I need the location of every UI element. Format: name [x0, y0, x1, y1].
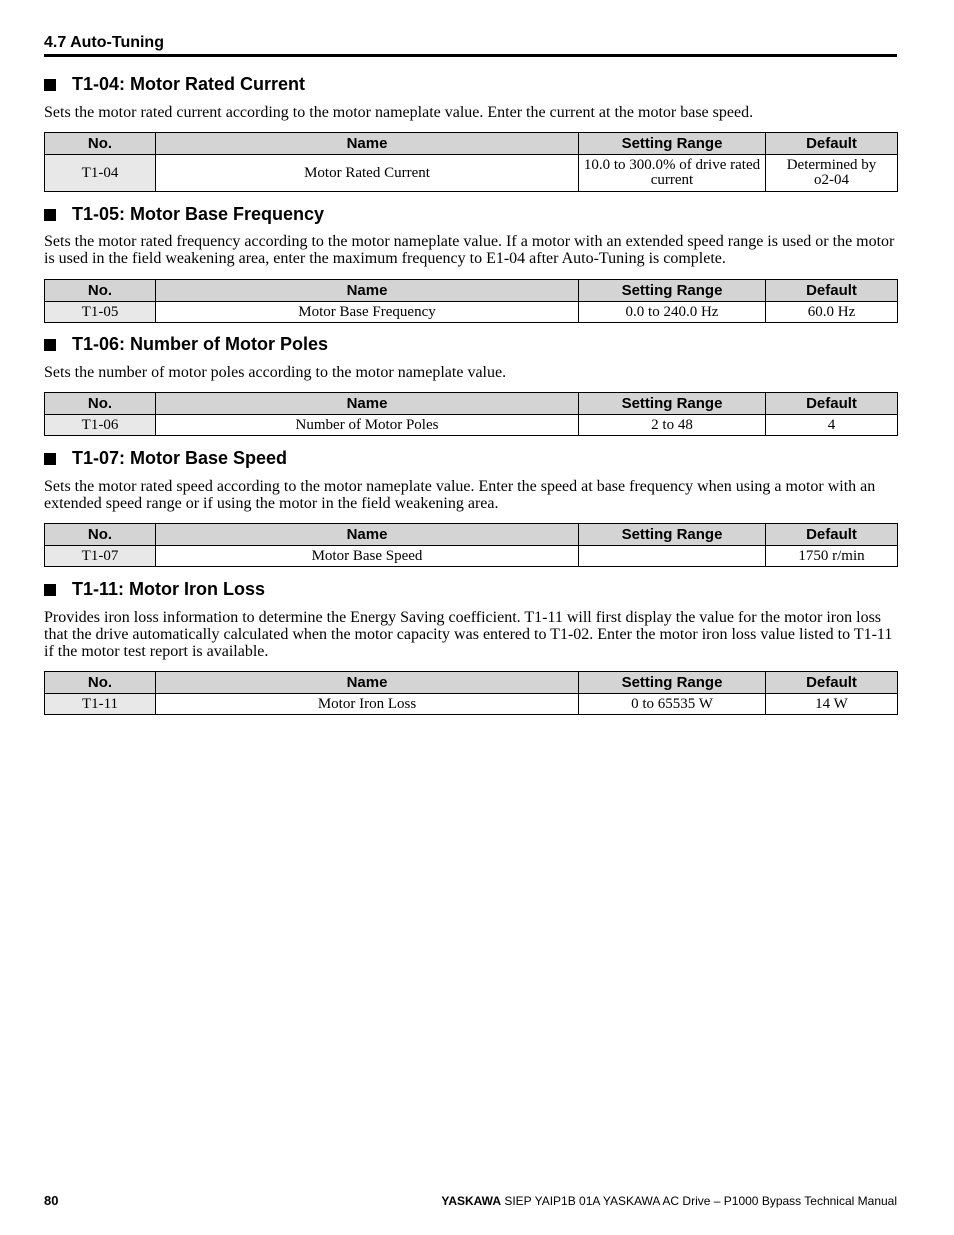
page-number: 80: [44, 1193, 59, 1208]
section-heading-text: T1-04: Motor Rated Current: [72, 74, 306, 94]
section-heading-t1-07: [44, 448, 287, 469]
cell-name: Motor Base Speed: [156, 546, 579, 567]
cell-default: 1750 r/min: [766, 546, 898, 567]
col-header-no: No.: [45, 133, 156, 155]
col-header-default: Default: [766, 524, 898, 546]
col-header-name: Name: [156, 672, 579, 694]
section-heading-t1-05: [44, 204, 324, 225]
section-heading-t1-04: [44, 74, 305, 95]
header-rule: [44, 54, 897, 57]
cell-range: [579, 546, 766, 567]
square-bullet-icon: [44, 209, 56, 221]
col-header-range: Setting Range: [579, 524, 766, 546]
col-header-no: No.: [45, 672, 156, 694]
cell-no: T1-07: [45, 546, 156, 567]
cell-no: T1-04: [45, 155, 156, 192]
col-header-range: Setting Range: [579, 393, 766, 415]
section-heading-t1-06: [44, 334, 328, 355]
col-header-no: No.: [45, 280, 156, 302]
col-header-default: Default: [766, 133, 898, 155]
table-header-row: [45, 524, 898, 546]
section-heading-t1-11: [44, 579, 265, 600]
col-header-default: Default: [766, 393, 898, 415]
square-bullet-icon: [44, 339, 56, 351]
section-description: Sets the motor rated frequency according to the motor nameplate value. If a motor with an extended speed range is used or the motor is used in the field weakening area, enter the maximum frequency to E1-04 after Auto-Tuning is complete.: [44, 233, 895, 267]
footer-manual-text: SIEP YAIP1B 01A YASKAWA AC Drive – P1000 Bypass Technical Manual: [501, 1194, 897, 1208]
table-header-row: [45, 280, 898, 302]
cell-name: Motor Rated Current: [156, 155, 579, 192]
header-section-title: 4.7 Auto-Tuning: [44, 34, 164, 51]
table-row: [45, 302, 898, 323]
cell-default: 60.0 Hz: [766, 302, 898, 323]
cell-name: Motor Iron Loss: [156, 694, 579, 715]
section-description: Sets the number of motor poles according to the motor nameplate value.: [44, 364, 507, 381]
section-description: Sets the motor rated speed according to the motor nameplate value. Enter the speed at base frequency when using a motor with an extended speed range or if using the motor in the field weakening area.: [44, 478, 876, 512]
cell-name: Number of Motor Poles: [156, 415, 579, 436]
col-header-default: Default: [766, 280, 898, 302]
parameter-table-t1-04: [44, 132, 898, 192]
cell-range: 2 to 48: [579, 415, 766, 436]
col-header-no: No.: [45, 524, 156, 546]
cell-range: 0.0 to 240.0 Hz: [579, 302, 766, 323]
cell-name: Motor Base Frequency: [156, 302, 579, 323]
table-row: [45, 155, 898, 192]
parameter-table-t1-06: [44, 392, 898, 436]
square-bullet-icon: [44, 584, 56, 596]
col-header-name: Name: [156, 524, 579, 546]
cell-no: T1-06: [45, 415, 156, 436]
table-row: [45, 415, 898, 436]
col-header-range: Setting Range: [579, 280, 766, 302]
table-row: [45, 694, 898, 715]
table-header-row: [45, 672, 898, 694]
cell-default: 4: [766, 415, 898, 436]
cell-no: T1-11: [45, 694, 156, 715]
section-heading-text: T1-06: Number of Motor Poles: [72, 334, 329, 354]
section-description: Provides iron loss information to determine the Energy Saving coefficient. T1-11 will first display the value for the motor iron loss that the drive automatically calculated when the motor capacity was entered to T1-02. Enter the motor iron loss value listed to T1-11 if the motor test report is available.: [44, 609, 893, 660]
square-bullet-icon: [44, 453, 56, 465]
col-header-name: Name: [156, 133, 579, 155]
cell-no: T1-05: [45, 302, 156, 323]
section-heading-text: T1-07: Motor Base Speed: [72, 448, 288, 468]
table-header-row: [45, 393, 898, 415]
cell-default: Determined by o2-04: [766, 155, 898, 192]
parameter-table-t1-05: [44, 279, 898, 323]
section-description: Sets the motor rated current according to the motor nameplate value. Enter the current at the motor base speed.: [44, 104, 754, 121]
parameter-table-t1-11: [44, 671, 898, 715]
table-row: [45, 546, 898, 567]
col-header-default: Default: [766, 672, 898, 694]
footer-brand: YASKAWA: [441, 1194, 501, 1208]
table-header-row: [45, 133, 898, 155]
footer-manual-title: [441, 1194, 897, 1208]
section-heading-text: T1-05: Motor Base Frequency: [72, 204, 325, 224]
section-heading-text: T1-11: Motor Iron Loss: [72, 579, 266, 599]
col-header-name: Name: [156, 280, 579, 302]
parameter-table-t1-07: [44, 523, 898, 567]
square-bullet-icon: [44, 79, 56, 91]
cell-range: 0 to 65535 W: [579, 694, 766, 715]
col-header-name: Name: [156, 393, 579, 415]
cell-range: 10.0 to 300.0% of drive rated current: [579, 155, 766, 192]
col-header-no: No.: [45, 393, 156, 415]
col-header-range: Setting Range: [579, 672, 766, 694]
col-header-range: Setting Range: [579, 133, 766, 155]
cell-default: 14 W: [766, 694, 898, 715]
